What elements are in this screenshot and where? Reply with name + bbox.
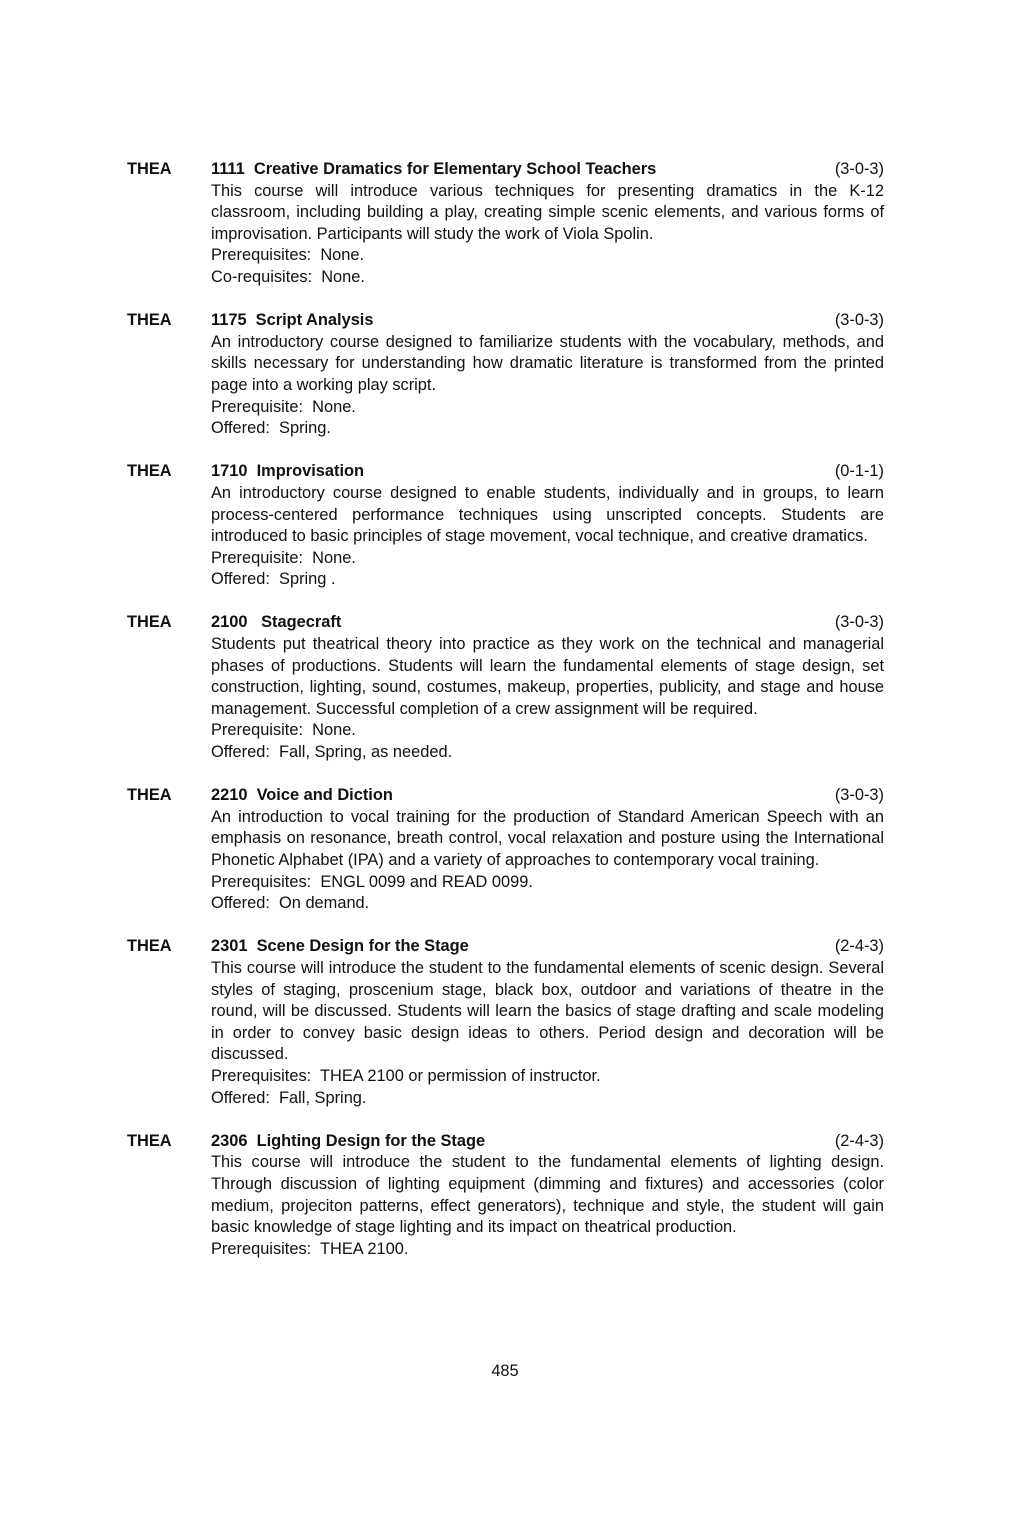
course-description: An introductory course designed to enable students, individually and in groups, to learn process-centered performance techniques using unscripted concepts. Students are introduced to basic principles of stage movement, vocal technique, and creative dramatics.: [211, 483, 884, 546]
course-header: [127, 1131, 887, 1153]
course-entry: [127, 461, 887, 591]
course-department: THEA: [127, 786, 172, 805]
course-credits: (3-0-3): [834, 786, 884, 805]
course-department: THEA: [127, 1131, 172, 1150]
course-title: 1710 Improvisation: [211, 462, 365, 481]
course-description: This course will introduce the student to the fundamental elements of scenic design. Several styles of staging, proscenium stage, black box, outdoor and variations of theatre in the round, will be discussed. Students will learn the basics of stage drafting and scale modeling in order to convey basic design ideas to others. Period design and decoration will be discussed.: [211, 958, 884, 1064]
course-entry: [127, 612, 887, 763]
course-requirement-line: Offered: Spring.: [211, 419, 331, 438]
course-description: An introductory course designed to familiarize students with the vocabulary, methods, and skills necessary for understanding how dramatic literature is transformed from the printed page into a working play script.: [211, 332, 884, 394]
course-requirement-line: Prerequisite: None.: [211, 721, 356, 740]
course-department: THEA: [127, 462, 172, 481]
course-body: [211, 1152, 884, 1260]
course-entry: [127, 1131, 887, 1261]
course-title: 1111 Creative Dramatics for Elementary School Teachers: [211, 160, 657, 178]
course-body: [211, 332, 884, 440]
course-requirement-line: Prerequisites: THEA 2100 or permission of instructor.: [211, 1066, 601, 1085]
course-requirement-line: Offered: Fall, Spring, as needed.: [211, 743, 453, 762]
course-credits: (3-0-3): [834, 613, 884, 632]
course-catalog: [127, 159, 887, 1282]
course-requirement-line: Prerequisites: None.: [211, 246, 365, 265]
course-requirement-line: Offered: Fall, Spring.: [211, 1088, 367, 1107]
course-description: This course will introduce the student to the fundamental elements of lighting design. Through discussion of lighting equipment (dimming and fixtures) and accessories (color medium, projeciton patterns, effect generators), technique and style, the student will gain basic knowledge of stage lighting and its impact on theatrical production.: [211, 1153, 884, 1237]
course-body: [211, 807, 884, 915]
course-title: 2306 Lighting Design for the Stage: [211, 1131, 486, 1150]
course-department: THEA: [127, 311, 172, 330]
course-header: [127, 159, 887, 181]
course-credits: (3-0-3): [834, 160, 884, 178]
course-entry: [127, 785, 887, 915]
course-header: [127, 310, 887, 332]
course-description: Students put theatrical theory into practice as they work on the technical and managerial phases of productions. Students will learn the fundamental elements of stage design, set construction, lighting, sound, costumes, makeup, properties, publicity, and stage and house management. Successful completion of a crew assignment will be required.: [211, 635, 884, 718]
course-title: 1175 Script Analysis: [211, 311, 374, 330]
course-header: [127, 612, 887, 634]
course-entry: [127, 159, 887, 289]
course-credits: (2-4-3): [834, 937, 884, 956]
course-entry: [127, 310, 887, 440]
course-credits: (3-0-3): [834, 311, 884, 330]
course-description: This course will introduce various techniques for presenting dramatics in the K-12 classroom, including building a play, creating simple scenic elements, and various forms of improvisation. Participants will study the work of Viola Spolin.: [211, 181, 884, 243]
course-header: [127, 461, 887, 483]
course-requirement-line: Offered: On demand.: [211, 894, 370, 913]
course-header: [127, 936, 887, 958]
course-body: [211, 483, 884, 591]
course-credits: (2-4-3): [834, 1131, 884, 1150]
course-department: THEA: [127, 937, 172, 956]
course-department: THEA: [127, 613, 172, 632]
course-body: [211, 181, 884, 289]
course-credits: (0-1-1): [834, 462, 884, 481]
course-requirement-line: Co-requisites: None.: [211, 267, 365, 286]
course-entry: [127, 936, 887, 1109]
course-requirement-line: Prerequisite: None.: [211, 397, 356, 416]
course-department: THEA: [127, 160, 172, 178]
course-title: 2100 Stagecraft: [211, 613, 342, 632]
course-title: 2210 Voice and Diction: [211, 786, 393, 805]
course-body: [211, 958, 884, 1109]
course-body: [211, 634, 884, 764]
course-description: An introduction to vocal training for the production of Standard American Speech with an emphasis on resonance, breath control, vocal relaxation and posture using the International Phonetic Alphabet (IPA) and a variety of approaches to contemporary vocal training.: [211, 807, 884, 869]
course-requirement-line: Offered: Spring .: [211, 570, 336, 589]
course-requirement-line: Prerequisites: THEA 2100.: [211, 1239, 409, 1258]
course-requirement-line: Prerequisites: ENGL 0099 and READ 0099.: [211, 872, 533, 891]
course-title: 2301 Scene Design for the Stage: [211, 937, 469, 956]
page-number: 485: [491, 1362, 519, 1380]
course-header: [127, 785, 887, 807]
course-requirement-line: Prerequisite: None.: [211, 548, 356, 567]
